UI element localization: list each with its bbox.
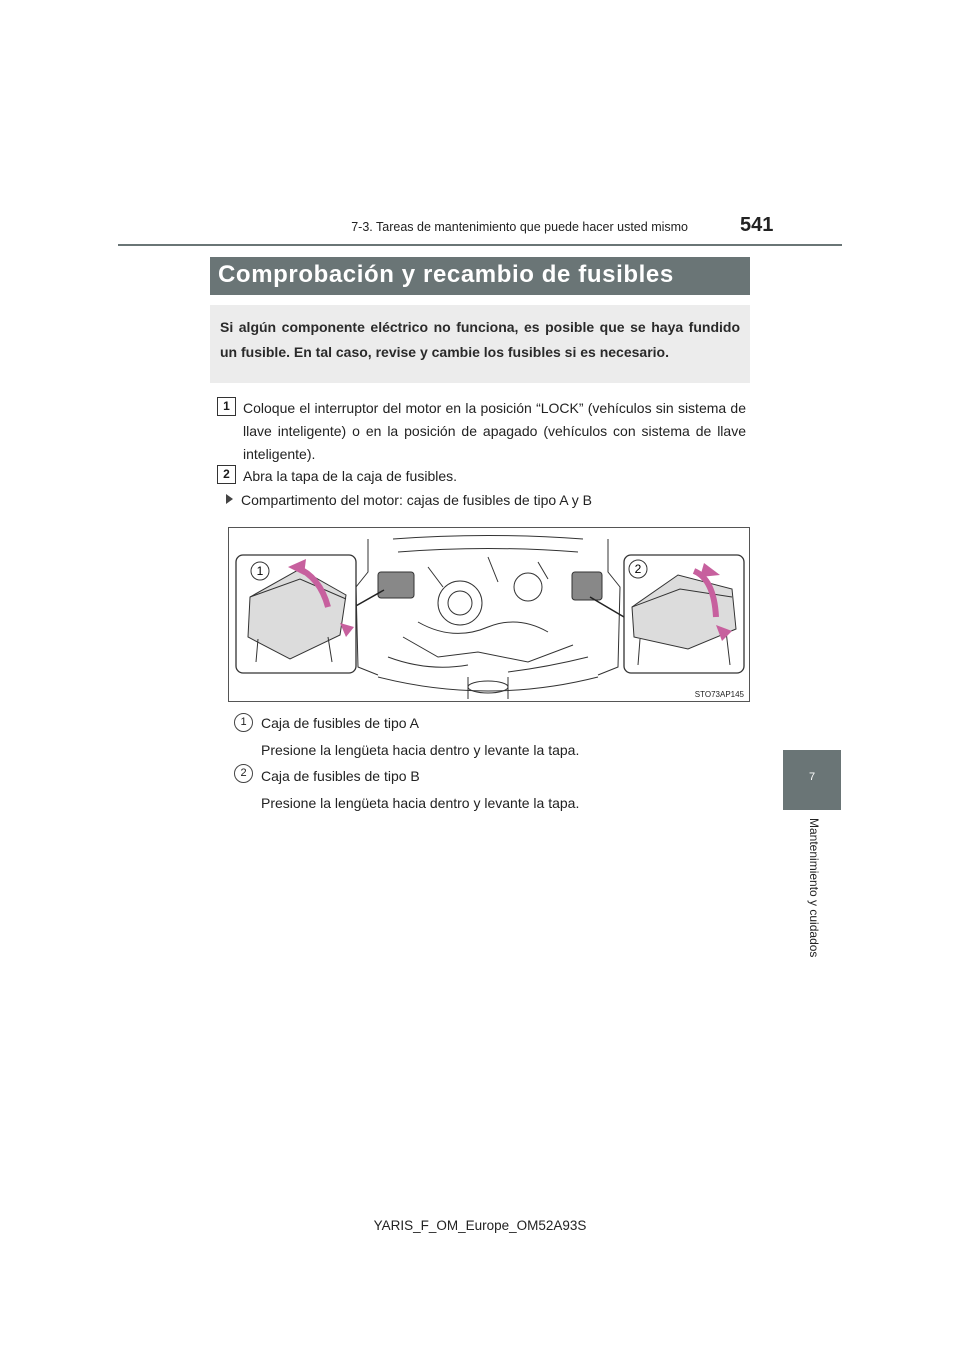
figure-code: STO73AP145 [694,690,744,699]
step-1-badge: 1 [217,397,236,416]
step-2-badge: 2 [217,465,236,484]
callout-1-marker: 1 [234,713,253,732]
bullet-text: Compartimento del motor: cajas de fusibles de tipo A y B [241,492,592,508]
page-number: 541 [740,214,774,236]
bullet-item [226,492,592,508]
triangle-bullet-icon [226,494,233,504]
figure-callout-2: 2 [634,562,642,576]
header-section-title: 7-3. Tareas de mantenimiento que puede hacer usted mismo [351,220,688,234]
step-1-text: Coloque el interruptor del motor en la posición “LOCK” (vehículos sin sistema de llave inteligente) o en la posición de apagado (vehículos con sistema de llave inteligente). [243,400,746,462]
intro-text: Si algún componente eléctrico no funciona, es posible que se haya fundido un fusible. En tal caso, revise y cambie los fusibles si es necesario. [220,319,740,360]
intro-box [210,305,750,383]
chapter-label: Mantenimiento y cuidados [807,818,821,958]
callout-1-title: Caja de fusibles de tipo A [261,715,419,731]
step-2-text: Abra la tapa de la caja de fusibles. [243,468,458,484]
header-divider [118,244,842,246]
section-title-bar [210,257,750,295]
callout-2-desc: Presione la lengüeta hacia dentro y levante la tapa. [261,795,580,811]
callout-2-marker: 2 [234,764,253,783]
chapter-number: 7 [808,771,816,783]
callout-1-desc: Presione la lengüeta hacia dentro y levante la tapa. [261,742,580,758]
figure-callout-1: 1 [256,564,264,578]
engine-compartment-illustration [228,527,750,702]
chapter-tab [783,750,841,810]
section-title: Comprobación y recambio de fusibles [218,261,674,288]
footer-doc-id: YARIS_F_OM_Europe_OM52A93S [373,1218,587,1233]
callout-2-title: Caja de fusibles de tipo B [261,768,420,784]
